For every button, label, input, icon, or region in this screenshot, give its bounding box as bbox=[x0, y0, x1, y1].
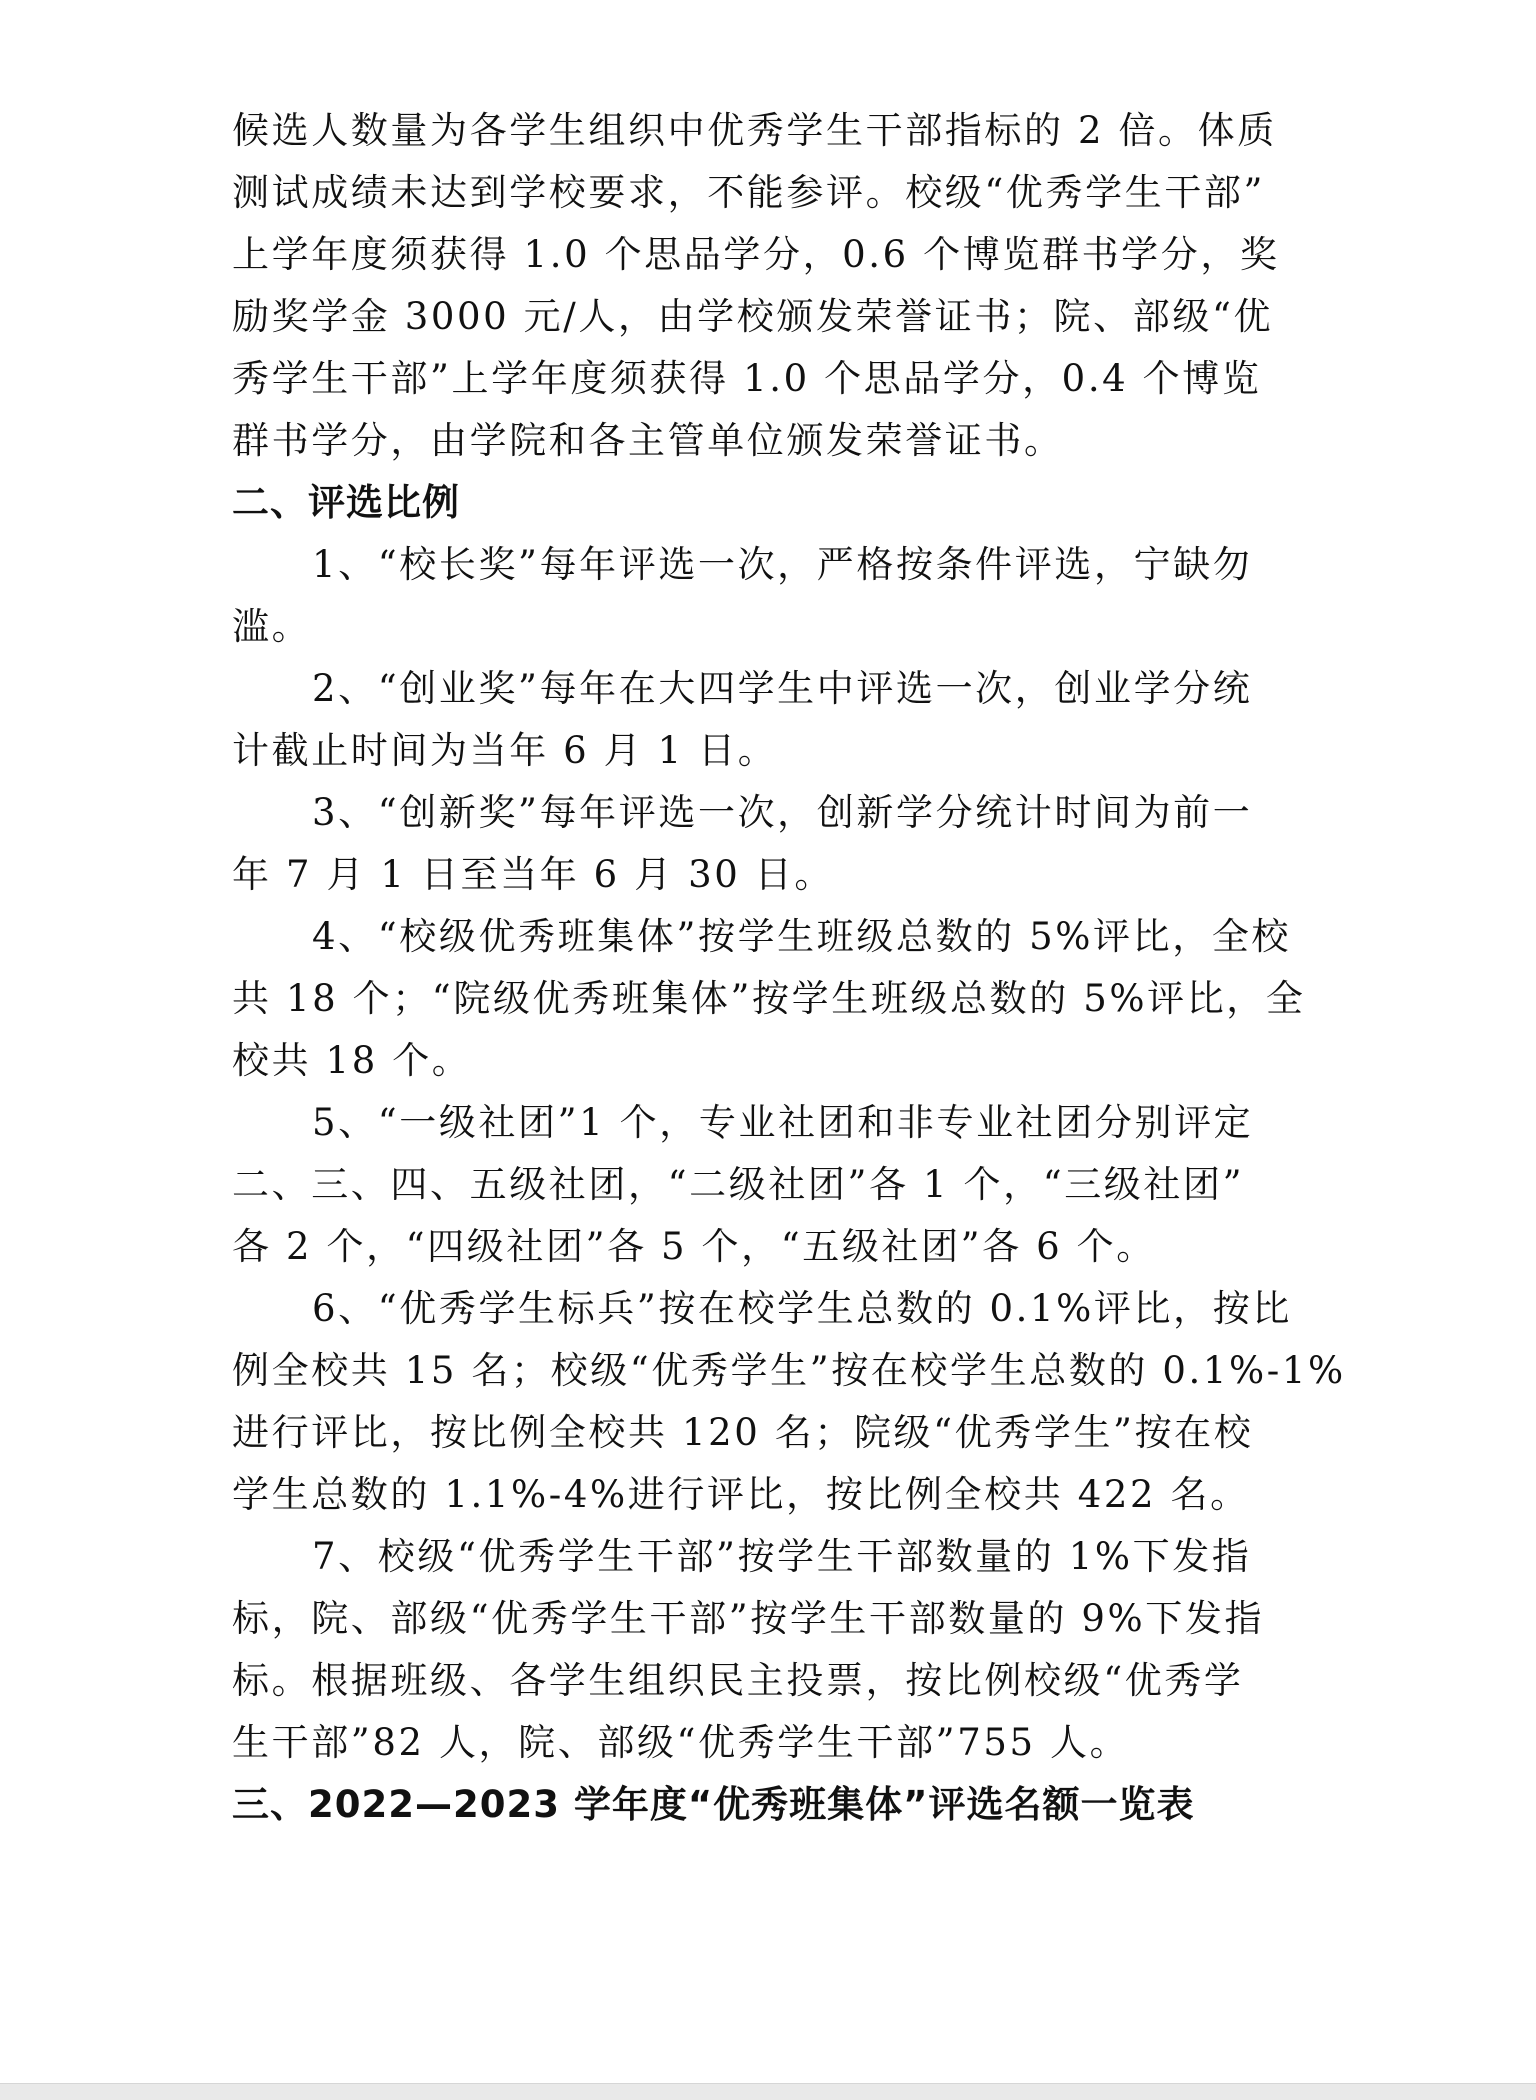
list-item-entrepreneurship-award: 2、“创业奖”每年在大四学生中评选一次，创业学分统 bbox=[312, 667, 1253, 710]
paragraph-line: 测试成绩未达到学校要求，不能参评。校级“优秀学生干部” bbox=[232, 171, 1266, 214]
paragraph-line: 年 7 月 1 日至当年 6 月 30 日。 bbox=[232, 853, 834, 896]
paragraph-line: 各 2 个，“四级社团”各 5 个，“五级社团”各 6 个。 bbox=[232, 1225, 1156, 1268]
paragraph-line: 候选人数量为各学生组织中优秀学生干部指标的 2 倍。体质 bbox=[232, 109, 1277, 152]
list-item-excellent-students: 6、“优秀学生标兵”按在校学生总数的 0.1%评比，按比 bbox=[312, 1287, 1292, 1330]
document-body bbox=[232, 100, 1346, 1836]
list-item-excellent-class: 4、“校级优秀班集体”按学生班级总数的 5%评比，全校 bbox=[312, 915, 1292, 958]
list-item-clubs: 5、“一级社团”1 个，专业社团和非专业社团分别评定 bbox=[312, 1101, 1254, 1144]
section-heading-quota-table: 三、2022—2023 学年度“优秀班集体”评选名额一览表 bbox=[232, 1783, 1195, 1826]
paragraph-line: 秀学生干部”上学年度须获得 1.0 个思品学分，0.4 个博览 bbox=[232, 357, 1262, 400]
list-item-student-cadres: 7、校级“优秀学生干部”按学生干部数量的 1%下发指 bbox=[312, 1535, 1252, 1578]
paragraph-line: 共 18 个；“院级优秀班集体”按学生班级总数的 5%评比，全 bbox=[232, 977, 1306, 1020]
paragraph-line: 滥。 bbox=[232, 605, 312, 648]
paragraph-line: 群书学分，由学院和各主管单位颁发荣誉证书。 bbox=[232, 419, 1064, 462]
list-item-innovation-award: 3、“创新奖”每年评选一次，创新学分统计时间为前一 bbox=[312, 791, 1253, 834]
paragraph-line: 励奖学金 3000 元/人，由学校颁发荣誉证书；院、部级“优 bbox=[232, 295, 1274, 338]
paragraph-line: 计截止时间为当年 6 月 1 日。 bbox=[232, 729, 778, 772]
paragraph-line: 进行评比，按比例全校共 120 名；院级“优秀学生”按在校 bbox=[232, 1411, 1254, 1454]
paragraph-line: 例全校共 15 名；校级“优秀学生”按在校学生总数的 0.1%-1% bbox=[232, 1349, 1346, 1392]
list-item-principal-award: 1、“校长奖”每年评选一次，严格按条件评选，宁缺勿 bbox=[312, 543, 1253, 586]
horizontal-scrollbar[interactable] bbox=[0, 2083, 1536, 2100]
paragraph-line: 生干部”82 人，院、部级“优秀学生干部”755 人。 bbox=[232, 1721, 1130, 1764]
section-heading-selection-ratio: 二、评选比例 bbox=[232, 481, 460, 524]
paragraph-line: 二、三、四、五级社团，“二级社团”各 1 个，“三级社团” bbox=[232, 1163, 1245, 1206]
paragraph-line: 学生总数的 1.1%-4%进行评比，按比例全校共 422 名。 bbox=[232, 1473, 1250, 1516]
paragraph-line: 校共 18 个。 bbox=[232, 1039, 472, 1082]
paragraph-line: 标。根据班级、各学生组织民主投票，按比例校级“优秀学 bbox=[232, 1659, 1244, 1702]
paragraph-line: 上学年度须获得 1.0 个思品学分，0.6 个博览群书学分，奖 bbox=[232, 233, 1280, 276]
paragraph-line: 标，院、部级“优秀学生干部”按学生干部数量的 9%下发指 bbox=[232, 1597, 1265, 1640]
